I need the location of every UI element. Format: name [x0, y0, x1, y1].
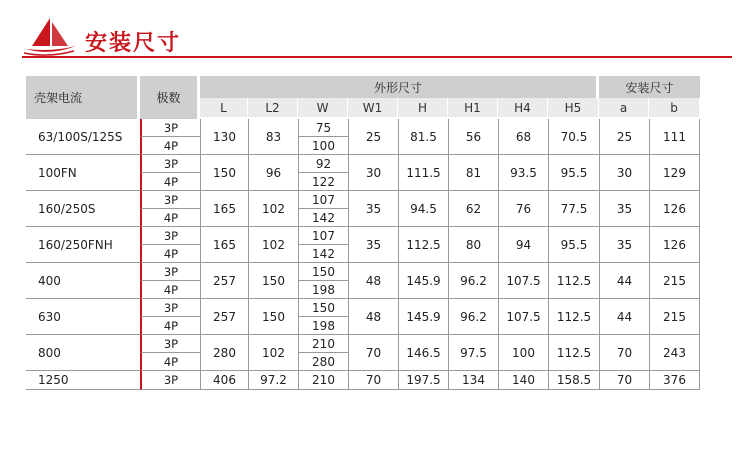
width-w-cell: 280: [298, 353, 348, 371]
sailboat-logo-icon: [22, 16, 78, 56]
poles-cell: 3P: [140, 371, 200, 390]
poles-cell: 3P: [140, 335, 200, 353]
column-header-h4: H4: [498, 98, 548, 119]
dimension-w1-cell: 48: [348, 299, 398, 335]
dimension-h1-cell: 81: [448, 155, 498, 191]
column-header-w: W: [298, 98, 348, 119]
dimension-w1-cell: 70: [348, 335, 398, 371]
page-header: [0, 0, 750, 70]
dimension-b-cell: 129: [649, 155, 700, 191]
poles-cell: 3P: [140, 191, 200, 209]
column-header-w1: W1: [348, 98, 398, 119]
dimension-h-cell: 145.9: [398, 299, 448, 335]
dimension-b-cell: 215: [649, 263, 700, 299]
poles-cell: 4P: [140, 173, 200, 191]
width-w-cell: 75: [298, 119, 348, 137]
width-w-cell: 198: [298, 281, 348, 299]
shell-current-header: 壳架电流: [26, 76, 140, 119]
width-w-cell: 150: [298, 299, 348, 317]
installation-dimension-table: [26, 76, 700, 390]
table-row: [26, 335, 700, 353]
dimension-h1-cell: 62: [448, 191, 498, 227]
dimension-h1-cell: 97.5: [448, 335, 498, 371]
table-row: [26, 263, 700, 281]
dimension-h4-cell: 76: [498, 191, 548, 227]
dimension-l2-cell: 83: [248, 119, 298, 155]
dimension-h-cell: 112.5: [398, 227, 448, 263]
table-body: [26, 119, 700, 390]
column-header-b: b: [649, 98, 700, 119]
width-w-cell: 100: [298, 137, 348, 155]
dimension-w1-cell: 25: [348, 119, 398, 155]
dimension-h5-cell: 77.5: [548, 191, 599, 227]
dimension-w1-cell: 35: [348, 227, 398, 263]
dimension-h5-cell: 112.5: [548, 299, 599, 335]
poles-cell: 3P: [140, 227, 200, 245]
width-w-cell: 122: [298, 173, 348, 191]
table-row: [26, 299, 700, 317]
poles-cell: 4P: [140, 281, 200, 299]
poles-cell: 3P: [140, 119, 200, 137]
dimension-b-cell: 126: [649, 227, 700, 263]
dimension-h4-cell: 68: [498, 119, 548, 155]
dimension-a-cell: 44: [599, 263, 649, 299]
dimension-l2-cell: 150: [248, 299, 298, 335]
shell-current-cell: 400: [26, 263, 140, 299]
poles-cell: 4P: [140, 245, 200, 263]
dimension-w1-cell: 35: [348, 191, 398, 227]
dimension-w1-cell: 48: [348, 263, 398, 299]
dimension-h5-cell: 95.5: [548, 155, 599, 191]
dimension-l-cell: 165: [200, 227, 248, 263]
dimension-l-cell: 165: [200, 191, 248, 227]
dimension-a-cell: 35: [599, 191, 649, 227]
width-w-cell: 142: [298, 245, 348, 263]
dimension-h1-cell: 134: [448, 371, 498, 390]
table-row: [26, 227, 700, 245]
dimension-h4-cell: 107.5: [498, 263, 548, 299]
dimension-b-cell: 215: [649, 299, 700, 335]
dimension-w1-cell: 30: [348, 155, 398, 191]
dimension-l2-cell: 150: [248, 263, 298, 299]
dimension-a-cell: 70: [599, 335, 649, 371]
dimension-h4-cell: 107.5: [498, 299, 548, 335]
width-w-cell: 198: [298, 317, 348, 335]
width-w-cell: 92: [298, 155, 348, 173]
width-w-cell: 210: [298, 335, 348, 353]
dimension-b-cell: 126: [649, 191, 700, 227]
dimension-h-cell: 197.5: [398, 371, 448, 390]
dimension-h5-cell: 112.5: [548, 263, 599, 299]
outline-dimensions-header: 外形尺寸: [200, 76, 599, 98]
poles-cell: 3P: [140, 155, 200, 173]
shell-current-cell: 63/100S/125S: [26, 119, 140, 155]
dimension-b-cell: 111: [649, 119, 700, 155]
width-w-cell: 210: [298, 371, 348, 390]
dimension-a-cell: 44: [599, 299, 649, 335]
poles-cell: 4P: [140, 353, 200, 371]
column-header-l2: L2: [248, 98, 298, 119]
dimension-h4-cell: 93.5: [498, 155, 548, 191]
shell-current-cell: 100FN: [26, 155, 140, 191]
shell-current-cell: 160/250FNH: [26, 227, 140, 263]
dimension-a-cell: 35: [599, 227, 649, 263]
shell-current-cell: 160/250S: [26, 191, 140, 227]
table-row: [26, 155, 700, 173]
dimension-l2-cell: 102: [248, 227, 298, 263]
column-header-h: H: [398, 98, 448, 119]
dimension-h-cell: 145.9: [398, 263, 448, 299]
poles-header: 极数: [140, 76, 200, 119]
dimension-b-cell: 243: [649, 335, 700, 371]
table-row: [26, 191, 700, 209]
poles-cell: 4P: [140, 317, 200, 335]
width-w-cell: 150: [298, 263, 348, 281]
dimension-a-cell: 70: [599, 371, 649, 390]
column-header-l: L: [200, 98, 248, 119]
width-w-cell: 107: [298, 191, 348, 209]
dimension-h4-cell: 100: [498, 335, 548, 371]
dimension-b-cell: 376: [649, 371, 700, 390]
dimension-a-cell: 30: [599, 155, 649, 191]
shell-current-cell: 630: [26, 299, 140, 335]
dimension-l2-cell: 96: [248, 155, 298, 191]
dimension-l-cell: 150: [200, 155, 248, 191]
dimension-h-cell: 111.5: [398, 155, 448, 191]
dimension-h5-cell: 112.5: [548, 335, 599, 371]
width-w-cell: 142: [298, 209, 348, 227]
table-row: [26, 371, 700, 390]
dimension-l-cell: 257: [200, 263, 248, 299]
width-w-cell: 107: [298, 227, 348, 245]
dimension-h4-cell: 94: [498, 227, 548, 263]
dimension-h1-cell: 56: [448, 119, 498, 155]
poles-cell: 4P: [140, 209, 200, 227]
table-row: [26, 119, 700, 137]
poles-cell: 3P: [140, 263, 200, 281]
poles-cell: 3P: [140, 299, 200, 317]
dimension-w1-cell: 70: [348, 371, 398, 390]
dimension-l2-cell: 102: [248, 335, 298, 371]
dimension-h-cell: 81.5: [398, 119, 448, 155]
page-title: 安装尺寸: [85, 31, 182, 56]
dimension-l2-cell: 102: [248, 191, 298, 227]
dimension-h5-cell: 95.5: [548, 227, 599, 263]
dimension-l-cell: 280: [200, 335, 248, 371]
dimension-h1-cell: 96.2: [448, 299, 498, 335]
dimension-h1-cell: 80: [448, 227, 498, 263]
title-divider: [22, 56, 732, 58]
column-header-h1: H1: [448, 98, 498, 119]
dimension-h4-cell: 140: [498, 371, 548, 390]
shell-current-cell: 1250: [26, 371, 140, 390]
dimension-a-cell: 25: [599, 119, 649, 155]
column-header-h5: H5: [548, 98, 599, 119]
mounting-dimensions-header: 安装尺寸: [599, 76, 700, 98]
dimension-h-cell: 146.5: [398, 335, 448, 371]
dimension-l-cell: 406: [200, 371, 248, 390]
dimension-h5-cell: 158.5: [548, 371, 599, 390]
dimension-l-cell: 257: [200, 299, 248, 335]
poles-cell: 4P: [140, 137, 200, 155]
dimension-h-cell: 94.5: [398, 191, 448, 227]
dimension-h1-cell: 96.2: [448, 263, 498, 299]
column-header-a: a: [599, 98, 649, 119]
dimension-h5-cell: 70.5: [548, 119, 599, 155]
dimension-l2-cell: 97.2: [248, 371, 298, 390]
dimension-l-cell: 130: [200, 119, 248, 155]
shell-current-cell: 800: [26, 335, 140, 371]
